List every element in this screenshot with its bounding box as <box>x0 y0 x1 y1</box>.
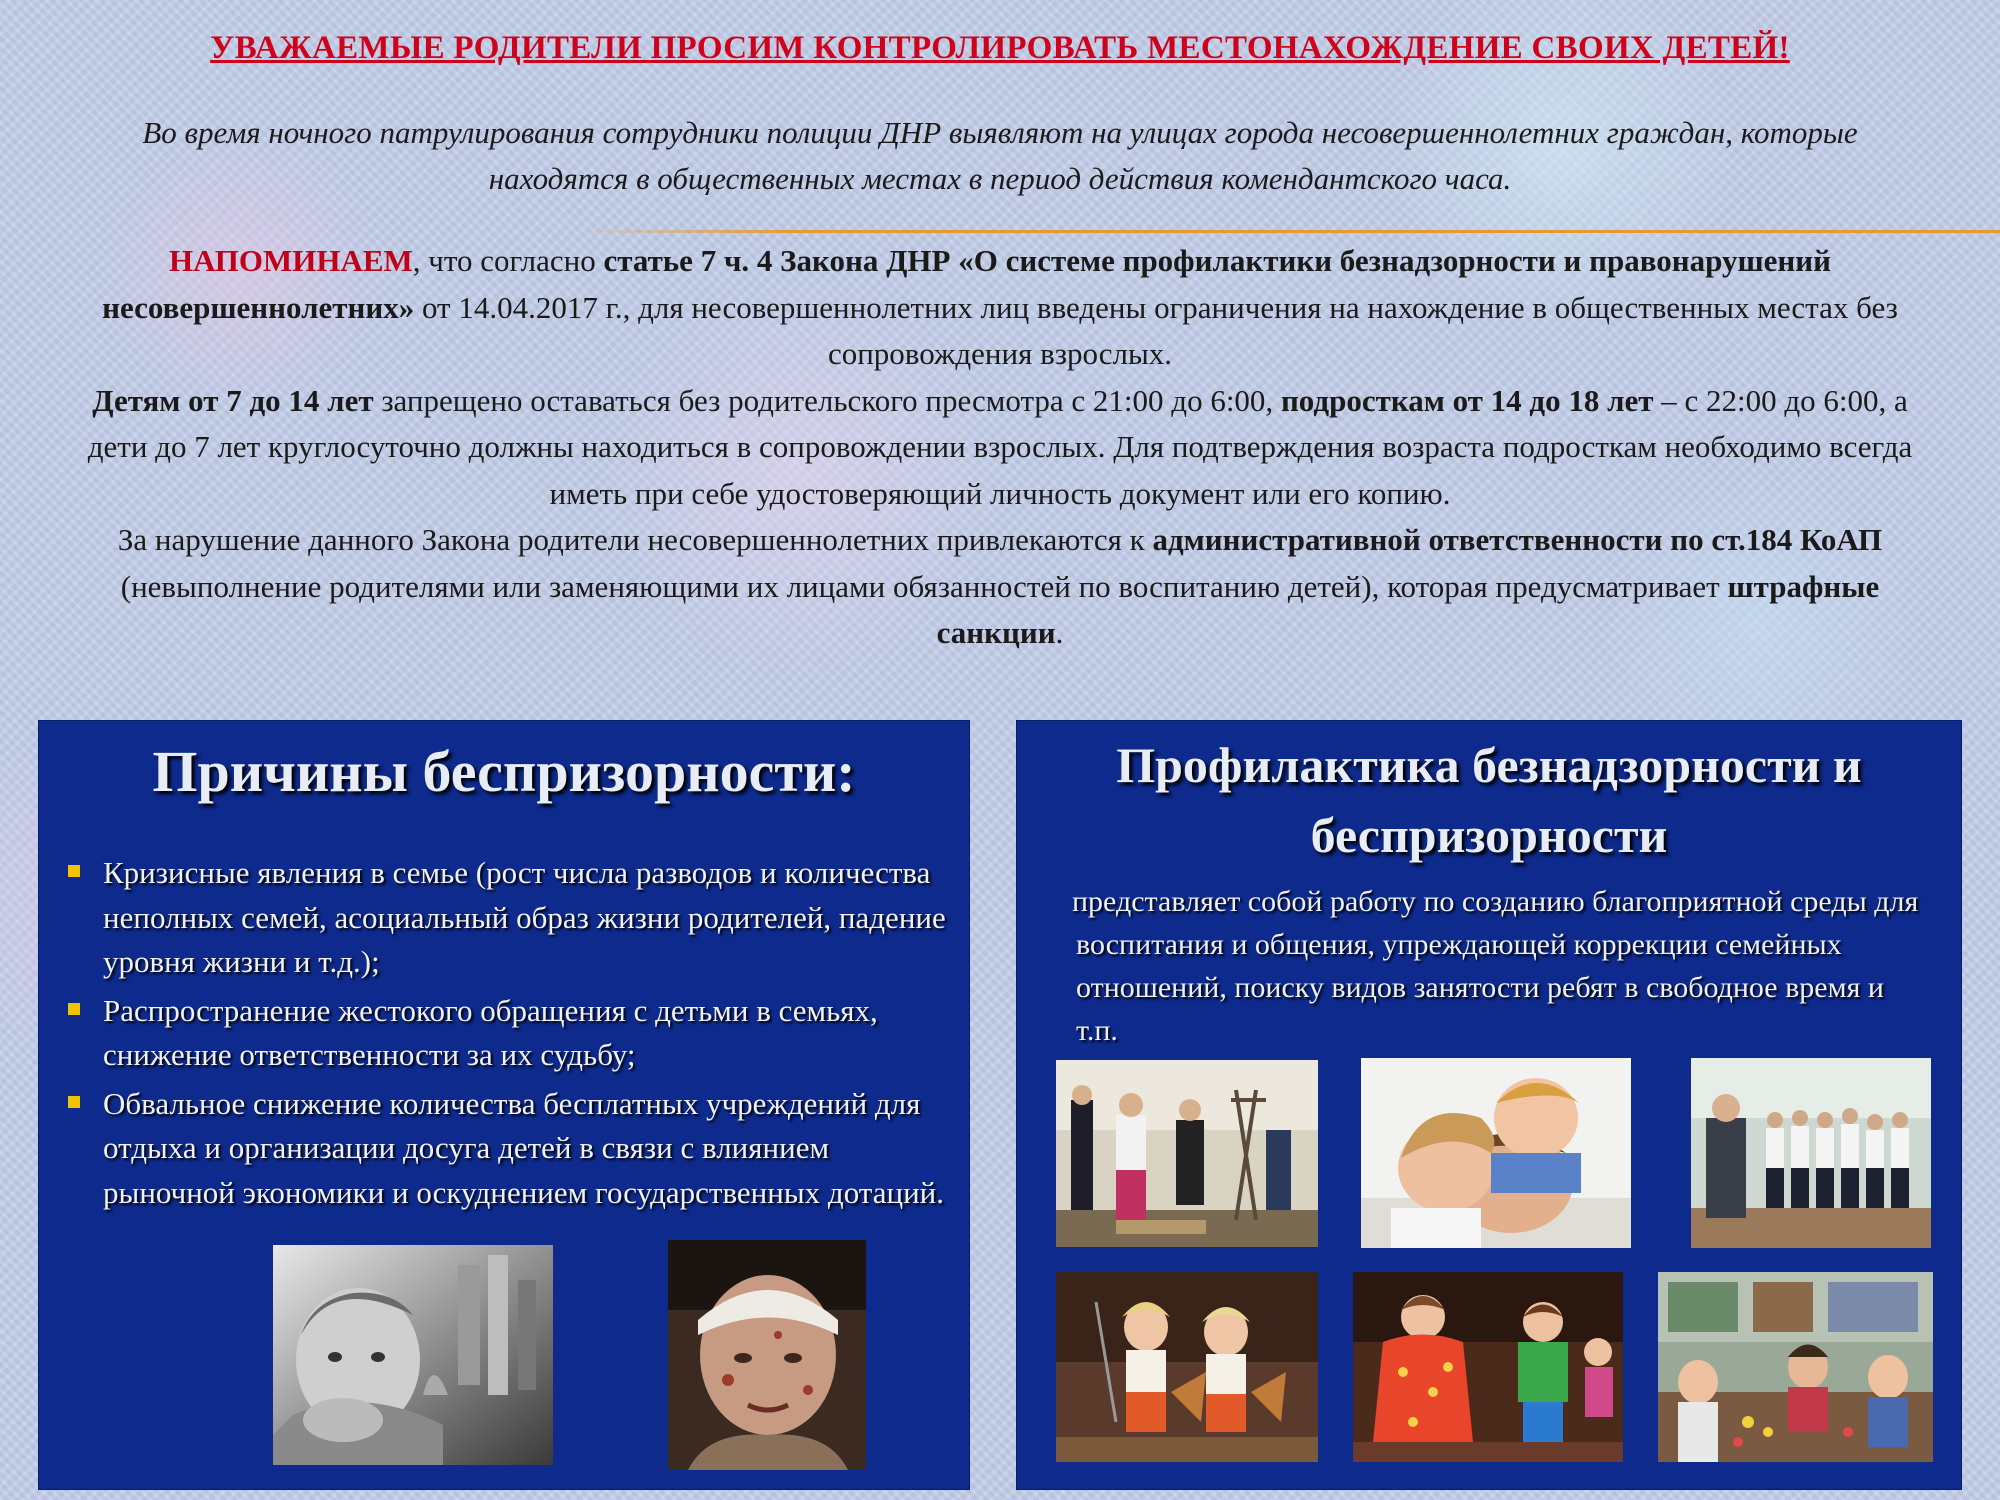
notice-paragraph-3 <box>60 517 1940 657</box>
photo-sad-child <box>273 1245 553 1465</box>
list-item-text: Распространение жестокого обращения с детьми в семьях, снижение ответственности за их судьбу; <box>103 992 878 1072</box>
photo-injured-child <box>668 1240 866 1470</box>
photo-kids-crafting <box>1658 1272 1933 1462</box>
photo-girls-singing <box>1056 1272 1318 1462</box>
age-group-kids: Детям от 7 до 14 лет <box>92 382 374 418</box>
prevention-description: представляет собой работу по созданию благоприятной среды для воспитания и общения, упреждающей коррекции семейных отношений, поиску видов занятости ребят в свободное время и т.п. <box>1072 885 1919 1047</box>
causes-panel <box>38 720 970 1490</box>
headline: УВАЖАЕМЫЕ РОДИТЕЛИ ПРОСИМ КОНТРОЛИРОВАТЬ МЕСТОНАХОЖДЕНИЕ СВОИХ ДЕТЕЙ! <box>210 30 1790 66</box>
causes-list <box>38 851 970 1215</box>
text: . <box>1055 615 1064 650</box>
liability-reference: административной ответственности по ст.184 КоАП <box>1152 522 1883 557</box>
intro-text: Во время ночного патрулирования сотрудники полиции ДНР выявляют на улицах города несовершеннолетних граждан, которые находятся в общественных местах в период действия комендантского часа. <box>142 115 1858 196</box>
remind-label: НАПОМИНАЕМ <box>169 243 413 278</box>
bullet-square-icon <box>68 1003 80 1015</box>
photo-happy-family <box>1361 1058 1631 1248</box>
causes-title: Причины беспризорности: <box>152 739 856 804</box>
text: от 14.04.2017 г., для несовершеннолетних лиц введены ограничения на нахождение в общественных местах без сопровождения взрослых. <box>414 289 1898 371</box>
photo-school-performance <box>1056 1060 1318 1247</box>
notice-paragraph-1 <box>60 238 1940 378</box>
prevention-panel <box>1016 720 1962 1490</box>
bullet-square-icon <box>68 1096 80 1108</box>
prevention-title-line-1: Профилактика безнадзорности и <box>1116 737 1862 793</box>
text: запрещено оставаться без родительского пресмотра с 21:00 до 6:00, <box>373 382 1281 418</box>
text: – с 22:00 до 6:00, а дети до 7 лет круглосуточно должны находиться в сопровождении взрослых. Для подтверждения возраста подросткам необходимо всегда иметь при себе удостоверяющий личность документ или его копию. <box>87 382 1913 511</box>
prevention-title <box>1016 730 1962 870</box>
list-item <box>68 851 950 985</box>
age-group-teens: подросткам от 14 до 18 лет <box>1280 382 1654 418</box>
fines-label: штрафные санкции <box>936 568 1880 650</box>
text: , что согласно <box>412 243 604 278</box>
photo-school-lineup <box>1691 1058 1931 1248</box>
text: За нарушение данного Закона родители несовершеннолетних привлекаются к <box>117 522 1153 557</box>
list-item-text: Кризисные явления в семье (рост числа разводов и количества неполных семей, асоциальный образ жизни родителей, падение уровня жизни и т.д.); <box>103 855 946 979</box>
text: (невыполнение родителями или заменяющими их лицами обязанностей по воспитанию детей), которая предусматривает <box>120 568 1728 604</box>
divider-line <box>580 230 2000 233</box>
law-notice <box>60 238 1940 657</box>
photo-kids-dancing <box>1353 1272 1623 1462</box>
list-item-text: Обвальное снижение количества бесплатных учреждений для отдыха и организации досуга детей в связи с влиянием рыночной экономики и оскуднением государственных дотаций. <box>103 1085 944 1210</box>
list-item <box>68 989 950 1078</box>
prevention-title-line-2: беспризорности <box>1310 807 1668 863</box>
list-item <box>68 1082 950 1216</box>
bullet-square-icon <box>68 865 80 877</box>
notice-paragraph-2 <box>60 378 1940 518</box>
law-reference: статье 7 ч. 4 Закона ДНР «О системе профилактики безнадзорности и правонарушений несовершеннолетних» <box>102 243 1831 325</box>
